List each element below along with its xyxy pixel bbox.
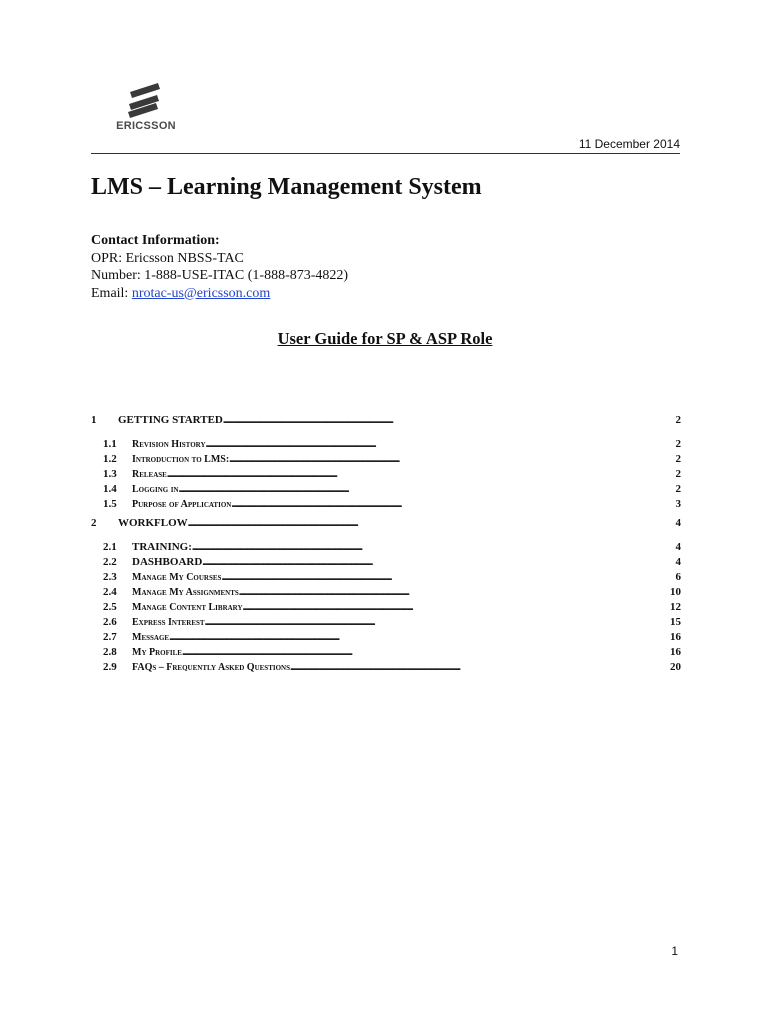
toc-entry-title: WORKFLOW (118, 517, 188, 529)
toc-entry-title: Revision History (132, 439, 206, 450)
toc-entry-page: 2 (675, 414, 681, 426)
toc-entry[interactable] (91, 571, 681, 586)
toc-entry[interactable] (91, 453, 681, 468)
toc-leader (202, 556, 674, 568)
toc-entry-title: GETTING STARTED (118, 414, 223, 426)
toc-leader (221, 571, 674, 583)
page-number: 1 (671, 944, 678, 958)
toc-entry-page: 3 (675, 498, 681, 510)
contact-email-line (91, 285, 348, 303)
toc-entry-page: 2 (675, 483, 681, 495)
toc-leader (205, 616, 669, 628)
toc-entry[interactable] (91, 483, 681, 498)
toc-entry[interactable] (91, 646, 681, 661)
toc-entry[interactable] (91, 556, 681, 571)
toc-entry-page: 6 (675, 571, 681, 583)
toc-entry-number: 2.1 (103, 541, 117, 553)
toc-entry[interactable] (91, 414, 681, 430)
header-rule (91, 153, 680, 154)
ericsson-mark-icon (116, 80, 176, 120)
toc-entry-number: 2.4 (103, 586, 117, 598)
toc-entry-title: Logging in (132, 484, 179, 495)
toc-entry[interactable] (91, 498, 681, 513)
toc-entry-title: Manage My Courses (132, 572, 222, 583)
document-date: 11 December 2014 (578, 137, 680, 151)
toc-entry[interactable] (91, 438, 681, 453)
contact-opr: OPR: Ericsson NBSS-TAC (91, 250, 244, 266)
toc-entry-title: Release (132, 469, 167, 480)
contact-email-label: Email: (91, 285, 132, 301)
toc-entry-title: Introduction to LMS: (132, 454, 230, 465)
toc-leader (182, 646, 669, 658)
toc-entry-number: 2.2 (103, 556, 117, 568)
toc-leader (167, 468, 675, 480)
toc-leader (192, 541, 675, 553)
toc-entry[interactable] (91, 517, 681, 533)
toc-entry-number: 2.9 (103, 661, 117, 673)
toc-entry-page: 4 (675, 517, 681, 529)
toc-entry[interactable] (91, 541, 681, 556)
toc-entry-page: 16 (670, 631, 681, 643)
toc-entry[interactable] (91, 661, 681, 676)
toc-entry[interactable] (91, 616, 681, 631)
toc-entry-title: Manage My Assignments (132, 587, 239, 598)
toc-entry-number: 2.8 (103, 646, 117, 658)
toc-leader (231, 498, 674, 510)
toc-entry-number: 1.1 (103, 438, 117, 450)
toc-entry-title: Message (132, 632, 170, 643)
toc-leader (290, 661, 669, 673)
toc-entry[interactable] (91, 468, 681, 483)
toc-entry-number: 1 (91, 414, 97, 426)
contact-block (91, 232, 348, 302)
toc-leader (206, 438, 675, 450)
toc-entry[interactable] (91, 631, 681, 646)
contact-number: Number: 1-888-USE-ITAC (1-888-873-4822) (91, 268, 349, 283)
toc-entry-page: 2 (675, 438, 681, 450)
table-of-contents (91, 414, 681, 676)
toc-entry-title: DASHBOARD (132, 556, 203, 568)
document-subtitle: User Guide for SP & ASP Role (277, 329, 493, 348)
toc-leader (239, 586, 669, 598)
toc-entry-number: 1.4 (103, 483, 117, 495)
toc-entry-page: 12 (670, 601, 681, 613)
toc-entry-number: 2 (91, 517, 97, 529)
toc-entry-number: 2.7 (103, 631, 117, 643)
toc-leader (169, 631, 669, 643)
toc-entry-number: 1.5 (103, 498, 117, 510)
contact-email-link[interactable]: nrotac-us@ericsson.com (131, 285, 271, 301)
toc-entry-number: 2.3 (103, 571, 117, 583)
toc-entry-title: FAQs – Frequently Asked Questions (132, 662, 290, 673)
toc-entry-title: Purpose of Application (132, 499, 232, 510)
toc-entry-page: 4 (675, 556, 681, 568)
toc-entry-page: 16 (670, 646, 681, 658)
toc-entry-number: 1.3 (103, 468, 117, 480)
toc-entry[interactable] (91, 586, 681, 601)
toc-entry-title: My Profile (132, 647, 182, 658)
toc-entry-number: 1.2 (103, 453, 117, 465)
toc-entry-title: Express Interest (132, 617, 205, 628)
toc-entry-page: 10 (670, 586, 681, 598)
logo-text: ERICSSON (116, 120, 176, 132)
ericsson-logo (106, 80, 186, 136)
toc-entry[interactable] (91, 601, 681, 616)
toc-entry-page: 15 (670, 616, 681, 628)
toc-leader (188, 517, 675, 529)
contact-heading: Contact Information: (91, 233, 220, 248)
toc-entry-page: 2 (675, 468, 681, 480)
toc-entry-page: 20 (670, 661, 681, 673)
page-title: LMS – Learning Management System (91, 174, 482, 200)
toc-entry-page: 4 (675, 541, 681, 553)
toc-entry-number: 2.6 (103, 616, 117, 628)
toc-entry-title: Manage Content Library (132, 602, 243, 613)
toc-leader (243, 601, 669, 613)
toc-entry-number: 2.5 (103, 601, 117, 613)
toc-leader (179, 483, 675, 495)
toc-entry-title: TRAINING: (132, 541, 192, 553)
toc-leader (229, 453, 674, 465)
toc-entry-page: 2 (675, 453, 681, 465)
toc-leader (223, 414, 675, 426)
